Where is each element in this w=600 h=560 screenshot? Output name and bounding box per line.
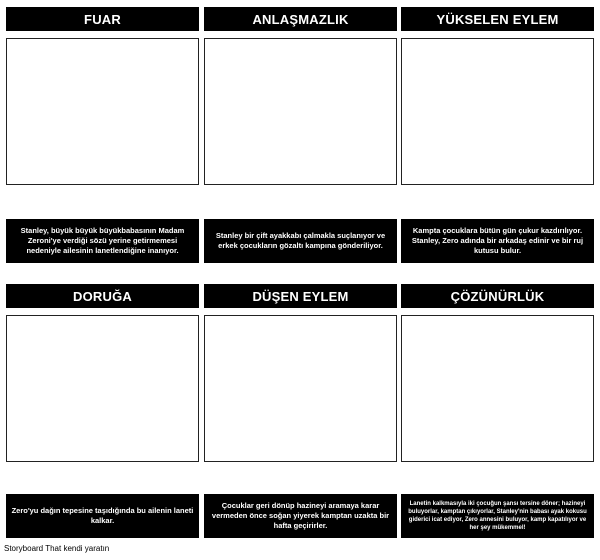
panel-title: FUAR: [6, 7, 199, 31]
panel-caption: Zero'yu dağın tepesine taşıdığında bu ailenin laneti kalkar.: [6, 494, 199, 538]
panel-resolution: [401, 284, 594, 540]
panel-caption: Stanley bir çift ayakkabı çalmakla suçlanıyor ve erkek çocukların gözaltı kampına gönderiliyor.: [204, 219, 397, 263]
footer-credit[interactable]: Storyboard That kendi yaratın: [4, 544, 110, 553]
panel-image-frame[interactable]: [6, 315, 199, 462]
panel-image-frame[interactable]: [204, 38, 397, 185]
panel-climax: [6, 284, 199, 540]
panel-title: ÇÖZÜNÜRLÜK: [401, 284, 594, 308]
panel-caption: Stanley, büyük büyük büyükbabasının Madam Zeroni'ye verdiği sözü yerine getirmemesi nedeniyle ailesinin lanetlendiğine inanıyor.: [6, 219, 199, 263]
panel-exposition: [6, 7, 199, 263]
panel-title: DORUĞA: [6, 284, 199, 308]
panel-image-frame[interactable]: [401, 38, 594, 185]
panel-title: DÜŞEN EYLEM: [204, 284, 397, 308]
panel-conflict: [204, 7, 397, 263]
panel-image-frame[interactable]: [204, 315, 397, 462]
panel-caption: Kampta çocuklara bütün gün çukur kazdırılıyor. Stanley, Zero adında bir arkadaş edinir ve bir ruj kutusu bulur.: [401, 219, 594, 263]
panel-title: ANLAŞMAZLIK: [204, 7, 397, 31]
panel-caption: Lanetin kalkmasıyla iki çocuğun şansı tersine döner; hazineyi buluyorlar, kamptan çıkıyorlar, Stanley'nin babası ayak kokusu giderici icat ediyor, Zero annesini buluyor, kamp kapatılıyor ve her şey mükemmel!: [401, 494, 594, 538]
panel-title: YÜKSELEN EYLEM: [401, 7, 594, 31]
panel-image-frame[interactable]: [6, 38, 199, 185]
panel-rising-action: [401, 7, 594, 263]
panel-image-frame[interactable]: [401, 315, 594, 462]
panel-falling-action: [204, 284, 397, 540]
panel-caption: Çocuklar geri dönüp hazineyi aramaya karar vermeden önce soğan yiyerek kamptan uzakta bir hafta geçirirler.: [204, 494, 397, 538]
